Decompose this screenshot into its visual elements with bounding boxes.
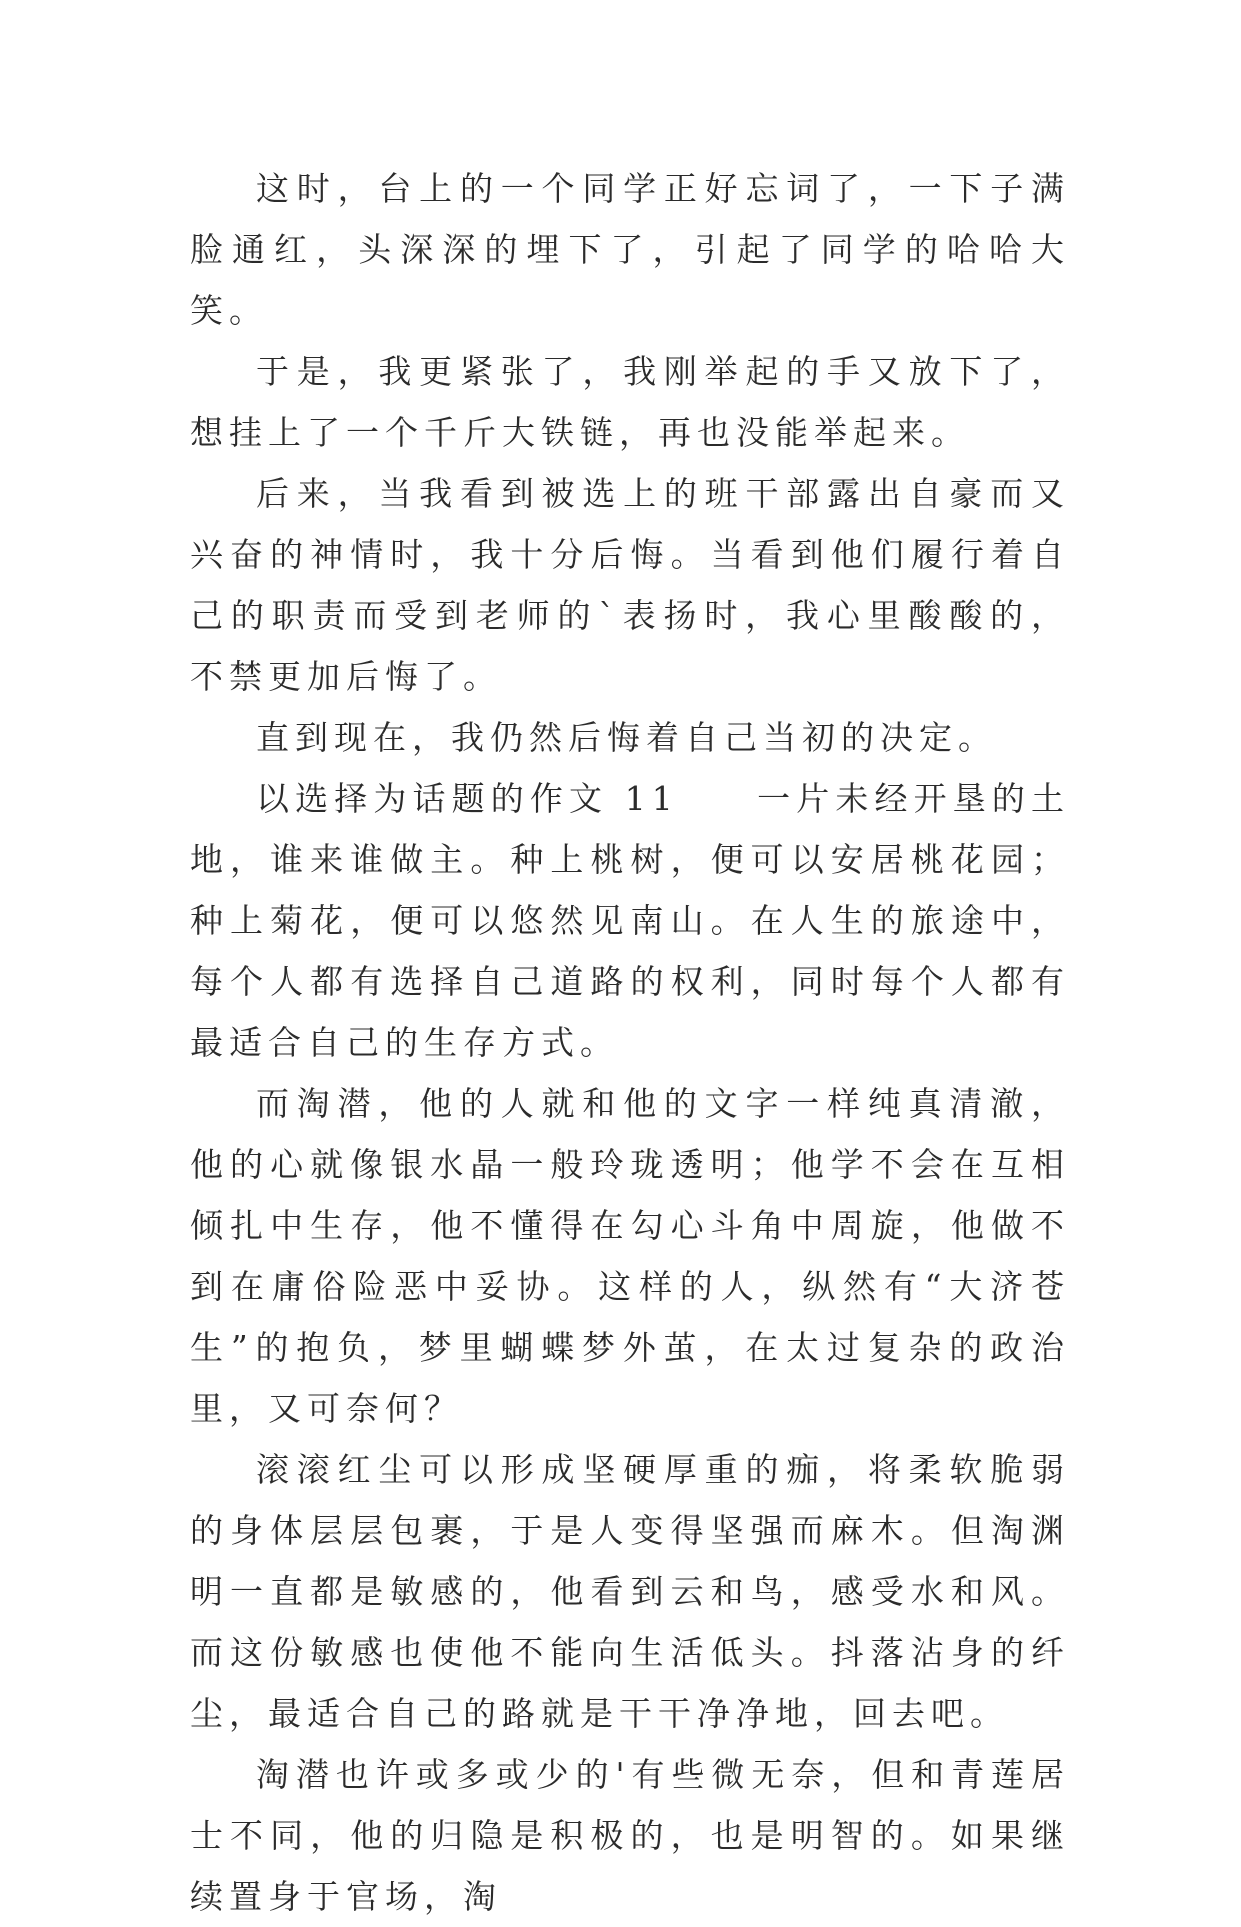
paragraph: 滚滚红尘可以形成坚硬厚重的痂，将柔软脆弱的身体层层包裹，于是人变得坚强而麻木。但淘渊明一直都是敏感的，他看到云和鸟，感受水和风。而这份敏感也使他不能向生活低头。抖落沾身的纤尘，最适合自己的路就是干干净净地，回去吧。 [190, 1450, 1070, 1733]
paragraph: 后来，当我看到被选上的班干部露出自豪而又兴奋的神情时，我十分后悔。当看到他们履行着自己的职责而受到老师的`表扬时，我心里酸酸的，不禁更加后悔了。 [190, 474, 1070, 696]
paragraph: 而淘潜，他的人就和他的文字一样纯真清澈，他的心就像银水晶一般玲珑透明；他学不会在互相倾扎中生存，他不懂得在勾心斗角中周旋，他做不到在庸俗险恶中妥协。这样的人，纵然有“大济苍生”的抱负，梦里蝴蝶梦外茧，在太过复杂的政治里，又可奈何？ [190, 1084, 1070, 1428]
paragraph: 于是，我更紧张了，我刚举起的手又放下了，想挂上了一个千斤大铁链，再也没能举起来。 [190, 352, 1070, 452]
paragraph: 直到现在，我仍然后悔着自己当初的决定。 [256, 718, 997, 757]
document-body [190, 158, 1070, 1927]
paragraph: 淘潜也许或多或少的'有些微无奈，但和青莲居士不同，他的归隐是积极的，也是明智的。如果继续置身于官场，淘 [190, 1755, 1070, 1916]
paragraph: 这时，台上的一个同学正好忘词了，一下子满脸通红，头深深的埋下了，引起了同学的哈哈大笑。 [190, 169, 1070, 330]
paragraph: 以选择为话题的作文 11 一片未经开垦的土地，谁来谁做主。种上桃树，便可以安居桃花园；种上菊花，便可以悠然见南山。在人生的旅途中，每个人都有选择自己道路的权利，同时每个人都有最适合自己的生存方式。 [190, 779, 1070, 1062]
